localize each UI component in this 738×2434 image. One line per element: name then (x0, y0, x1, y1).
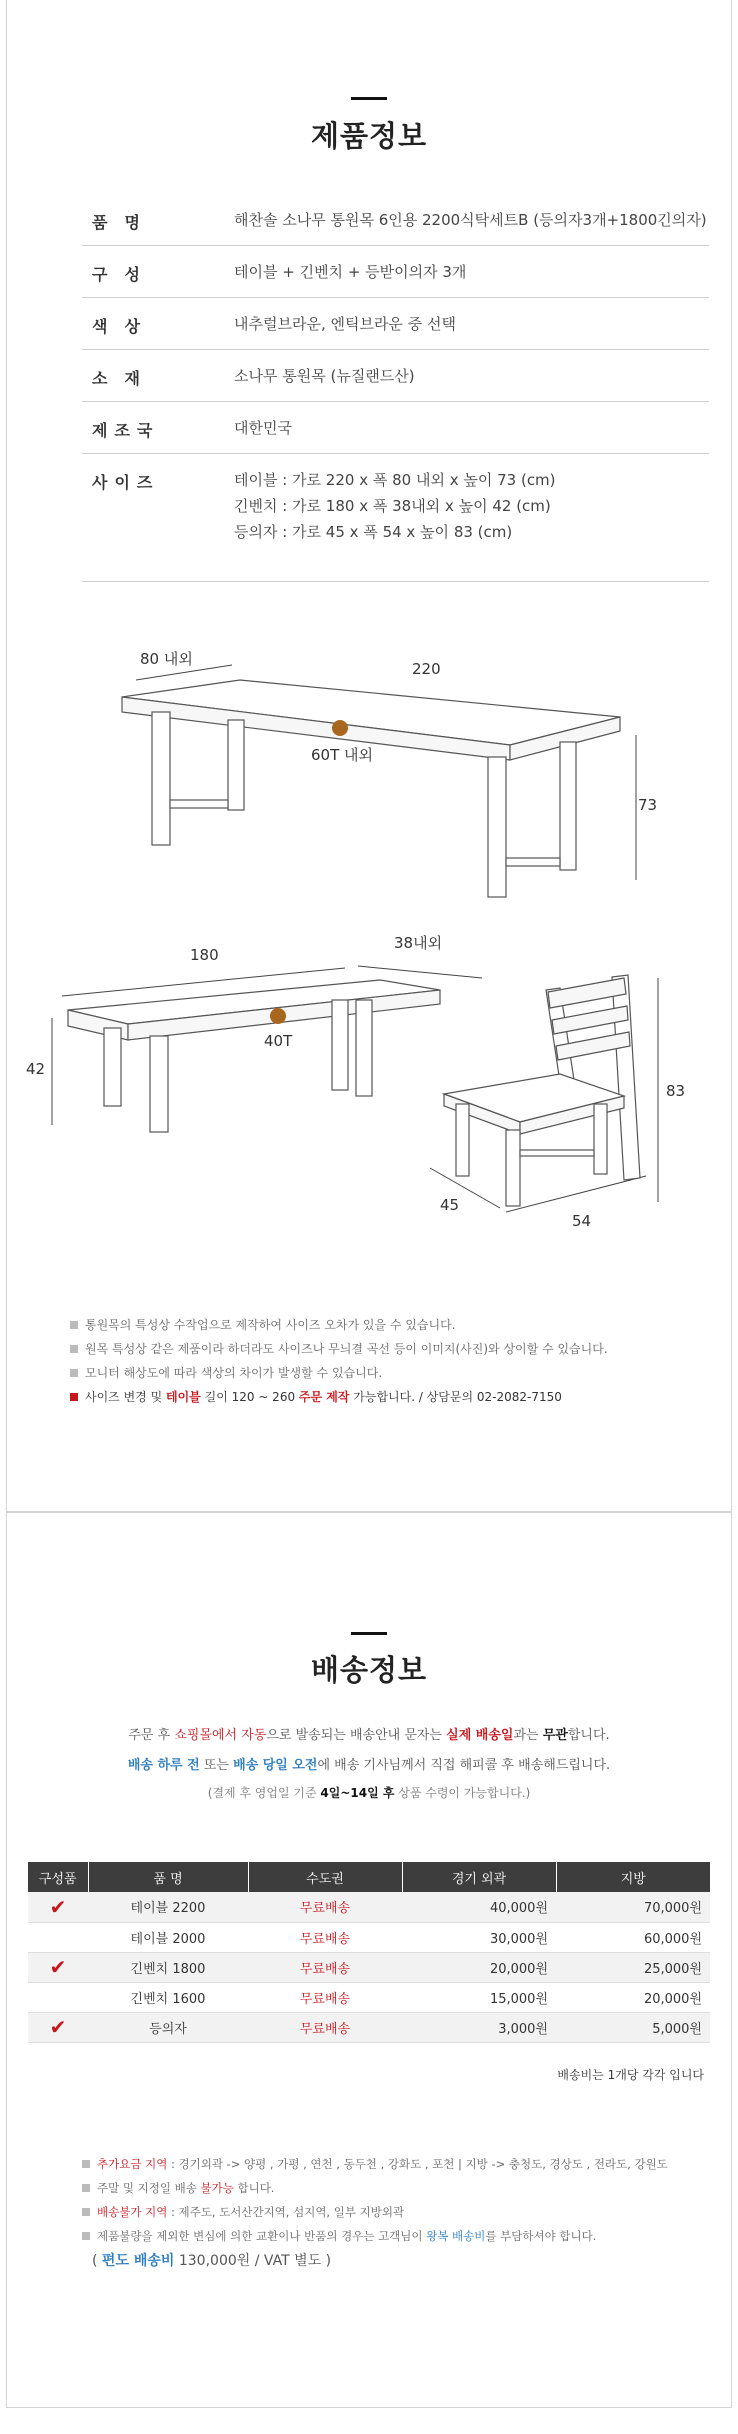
note-text: : 경기외곽 -> 양평 , 가평 , 연천 , 동두천 , 강화도 , 포천 | 지방 -> 충청도, 경상도 , 전라도, 강원도 (167, 2157, 668, 2171)
spec-row-material (82, 350, 709, 402)
product-name-cell: 긴벤치 1800 (88, 1952, 248, 1982)
gyeonggi-fee-cell: 30,000원 (402, 1922, 556, 1952)
note-text: 길이 120 ~ 260 (200, 1390, 299, 1404)
metro-fee-cell: 무료배송 (248, 1982, 402, 2012)
note-emphasis: 왕복 배송비 (426, 2229, 486, 2243)
shipping-info-title: 배송정보 (310, 1653, 428, 1687)
local-fee-cell: 25,000원 (556, 1952, 710, 1982)
bench-leg (332, 1000, 348, 1090)
metro-fee-cell: 무료배송 (248, 1922, 402, 1952)
table-leg (228, 720, 244, 810)
fee-emphasis: 편도 배송비 (101, 2253, 175, 2269)
bench-depth-label: 38내외 (394, 934, 443, 952)
bench-leg (104, 1028, 121, 1106)
table-row (28, 1982, 710, 2012)
table-row (28, 1952, 710, 1982)
shipping-intro-line (0, 1724, 738, 1743)
gyeonggi-fee-cell: 15,000원 (402, 1982, 556, 2012)
note-emphasis: 주문 제작 (298, 1390, 350, 1404)
spec-line: 테이블 + 긴벤치 + 등받이의자 3개 (234, 263, 467, 281)
spec-label: 사이즈 (92, 473, 160, 492)
table-width-label: 220 (412, 660, 441, 678)
spec-line: 긴벤치 : 가로 180 x 폭 38내외 x 높이 42 (cm) (234, 497, 551, 515)
note-item-highlight (70, 1385, 608, 1409)
product-name-cell: 등의자 (88, 2012, 248, 2042)
spec-label: 색상 (92, 317, 157, 336)
note-item (70, 1361, 608, 1385)
spec-row-composition (82, 246, 709, 298)
local-fee-cell: 70,000원 (556, 1892, 710, 1922)
spec-value (234, 259, 466, 285)
table-knot-marker (332, 720, 348, 736)
bullet-icon (82, 2208, 90, 2216)
spec-label: 품명 (92, 213, 157, 232)
local-fee-cell: 60,000원 (556, 1922, 710, 1952)
bench-width-label: 180 (190, 946, 219, 964)
spec-line: 대한민국 (234, 419, 292, 437)
note-text: 주말 및 지정일 배송 (97, 2181, 201, 2195)
note-emphasis: 불가능 (200, 2181, 234, 2195)
bench-thickness-label: 40T (264, 1032, 293, 1050)
intro-text: 과는 (513, 1728, 543, 1743)
gyeonggi-fee-cell: 3,000원 (402, 2012, 556, 2042)
shipping-info-notes (82, 2152, 668, 2248)
table-leg (560, 742, 576, 870)
spec-row-color (82, 298, 709, 350)
intro-text: 또는 (199, 1758, 234, 1773)
local-fee-cell: 20,000원 (556, 1982, 710, 2012)
product-name-cell: 테이블 2000 (88, 1922, 248, 1952)
intro-text: 주문 후 (128, 1728, 175, 1743)
spec-line: 등의자 : 가로 45 x 폭 54 x 높이 83 (cm) (234, 523, 513, 541)
bench-leg (150, 1036, 168, 1132)
chair-height-label: 83 (666, 1082, 686, 1100)
section-bar (351, 1632, 387, 1635)
intro-emphasis: 무관 (542, 1728, 568, 1743)
intro-emphasis: 쇼핑몰에서 자동 (174, 1728, 267, 1743)
spec-value (234, 207, 707, 233)
column-header: 구성품 (28, 1862, 88, 1892)
chair-leg (456, 1104, 469, 1176)
table-row (28, 1922, 710, 1952)
intro-emphasis: 4일~14일 후 (320, 1786, 395, 1800)
bench-drawing (26, 934, 482, 1132)
table-row (28, 1892, 710, 1922)
product-notes (70, 1313, 608, 1409)
chair-width-dim (506, 1176, 646, 1212)
spec-label: 제조국 (92, 421, 160, 440)
table-header-row (28, 1862, 710, 1892)
table-leg (488, 757, 506, 897)
note-text: 사이즈 변경 및 (85, 1390, 166, 1404)
note-label: 추가요금 지역 (97, 2157, 168, 2171)
table-drawing (122, 650, 657, 897)
one-way-fee (92, 2250, 331, 2270)
chair-depth-label: 45 (440, 1196, 460, 1214)
chair-drawing (430, 975, 685, 1230)
table-height-label: 73 (638, 796, 658, 814)
note-text: 합니다. (233, 2181, 275, 2195)
spec-label: 구성 (92, 265, 157, 284)
note-text: 통원목의 특성상 수작업으로 제작하여 사이즈 오차가 있을 수 있습니다. (85, 1318, 456, 1332)
note-text: 제품불량을 제외한 변심에 의한 교환이나 반품의 경우는 고객님이 (97, 2229, 427, 2243)
bullet-icon (82, 2184, 90, 2192)
product-name-cell: 테이블 2200 (88, 1892, 248, 1922)
table-depth-label: 80 내외 (140, 650, 193, 668)
spec-label: 소재 (92, 369, 157, 388)
column-header: 경기 외곽 (402, 1862, 556, 1892)
note-text: 원목 특성상 같은 제품이라 하더라도 사이즈나 무늬결 곡선 등이 이미지(사진)와 상이할 수 있습니다. (85, 1342, 608, 1356)
fee-text: 130,000원 / VAT 별도 ) (174, 2253, 332, 2269)
spec-row-name (82, 196, 709, 246)
bullet-icon (70, 1321, 78, 1329)
bullet-icon (70, 1393, 78, 1401)
bench-knot-marker (270, 1008, 286, 1024)
chair-leg (506, 1130, 520, 1206)
note-item (70, 1337, 608, 1361)
column-header: 수도권 (248, 1862, 402, 1892)
chair-width-label: 54 (572, 1212, 592, 1230)
note-text: 가능합니다. / 상담문의 02-2082-7150 (349, 1390, 562, 1404)
product-name-cell: 긴벤치 1600 (88, 1982, 248, 2012)
note-text: : 제주도, 도서산간지역, 섬지역, 일부 지방외곽 (167, 2205, 405, 2219)
spec-value (234, 467, 556, 545)
spec-value (234, 311, 456, 337)
gyeonggi-fee-cell: 20,000원 (402, 1952, 556, 1982)
note-text: 모니터 해상도에 따라 색상의 차이가 발생할 수 있습니다. (85, 1366, 383, 1380)
intro-text: 에 배송 기사님께서 직접 해피콜 후 배송해드립니다. (317, 1758, 611, 1773)
product-info-title: 제품정보 (310, 119, 428, 153)
metro-fee-cell: 무료배송 (248, 2012, 402, 2042)
note-item (82, 2152, 668, 2176)
spec-value (234, 363, 415, 389)
note-item (82, 2200, 668, 2224)
intro-text: (결제 후 영업일 기준 (207, 1786, 321, 1800)
bench-leg (356, 1000, 372, 1096)
check-icon: ✔ (49, 1955, 67, 1979)
metro-fee-cell: 무료배송 (248, 1892, 402, 1922)
check-icon: ✔ (49, 2015, 67, 2039)
bullet-icon (82, 2232, 90, 2240)
table-thickness-label: 60T 내외 (311, 746, 373, 764)
column-header: 품 명 (88, 1862, 248, 1892)
spec-line: 테이블 : 가로 220 x 폭 80 내외 x 높이 73 (cm) (234, 471, 556, 489)
table-row (28, 2012, 710, 2042)
chair-leg (594, 1104, 607, 1174)
note-label: 배송불가 지역 (97, 2205, 168, 2219)
fee-text: ( (92, 2253, 102, 2269)
gyeonggi-fee-cell: 40,000원 (402, 1892, 556, 1922)
shipping-intro-line (0, 1754, 738, 1773)
shipping-intro-line (0, 1784, 738, 1801)
intro-text: 합니다. (567, 1728, 610, 1743)
bullet-icon (82, 2160, 90, 2168)
spec-line: 해찬솔 소나무 통원목 6인용 2200식탁세트B (등의자3개+1800긴의자) (234, 211, 707, 229)
intro-emphasis: 배송 당일 오전 (233, 1758, 318, 1773)
metro-fee-cell: 무료배송 (248, 1952, 402, 1982)
spec-value (234, 415, 292, 441)
note-item (82, 2224, 668, 2248)
section-bar (351, 97, 387, 100)
local-fee-cell: 5,000원 (556, 2012, 710, 2042)
table-stretcher (506, 858, 560, 866)
chair-stretcher (520, 1150, 594, 1156)
bench-depth-dim (358, 966, 482, 978)
spec-row-country (82, 402, 709, 454)
shipping-fee-note: 배송비는 1개당 각각 입니다 (557, 2068, 704, 2082)
intro-text: 으로 발송되는 배송안내 문자는 (266, 1728, 447, 1743)
spec-line: 내추럴브라운, 엔틱브라운 중 선택 (234, 315, 456, 333)
bench-height-label: 42 (26, 1060, 46, 1078)
bullet-icon (70, 1345, 78, 1353)
bullet-icon (70, 1369, 78, 1377)
spec-row-size (82, 454, 709, 582)
table-leg (152, 712, 170, 845)
spec-line: 소나무 통원목 (뉴질랜드산) (234, 367, 415, 385)
intro-emphasis: 배송 하루 전 (127, 1758, 200, 1773)
shipping-fee-table (28, 1862, 710, 2043)
intro-emphasis: 실제 배송일 (446, 1728, 514, 1743)
note-emphasis: 테이블 (166, 1390, 201, 1404)
note-item (82, 2176, 668, 2200)
size-diagram (0, 630, 738, 1280)
check-icon: ✔ (49, 1894, 67, 1919)
intro-text: 상품 수령이 가능합니다.) (394, 1786, 531, 1800)
column-header: 지방 (556, 1862, 710, 1892)
note-item (70, 1313, 608, 1337)
note-text: 를 부담하셔야 합니다. (485, 2229, 597, 2243)
table-stretcher (170, 800, 228, 808)
